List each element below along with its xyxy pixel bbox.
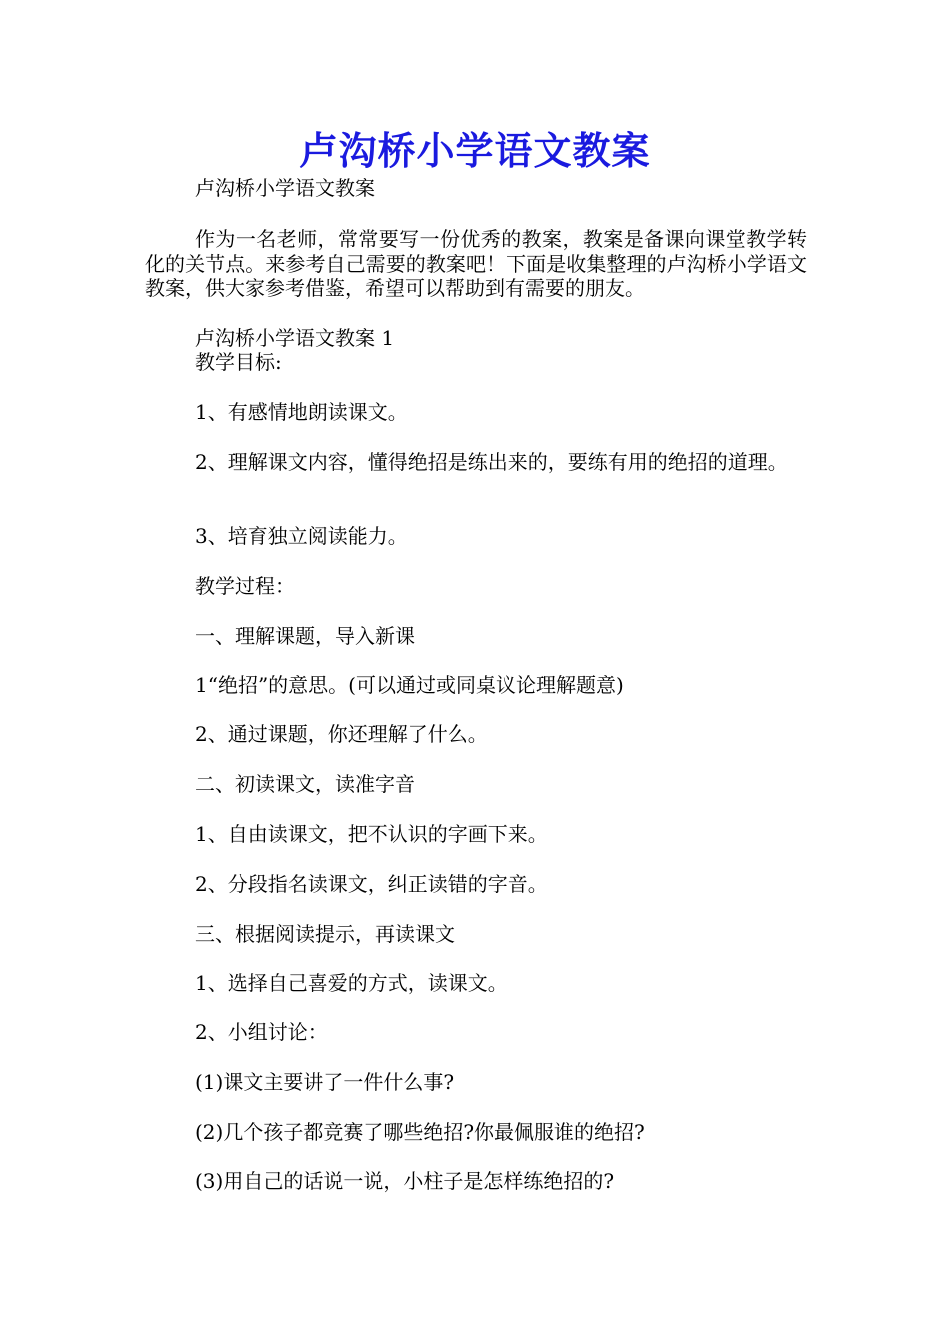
discussion-question: (2)几个孩子都竞赛了哪些绝招?你最佩服谁的绝招?	[195, 1120, 645, 1144]
section-heading: 卢沟桥小学语文教案 1	[195, 326, 395, 350]
document-subtitle: 卢沟桥小学语文教案	[195, 176, 375, 200]
goal-item: 3、培育独立阅读能力。	[195, 524, 408, 548]
step-item: 1“绝招”的意思。(可以通过或同桌议论理解题意)	[195, 673, 624, 697]
step-item: 1、选择自己喜爱的方式，读课文。	[195, 971, 508, 995]
step-heading: 三、根据阅读提示，再读课文	[195, 922, 455, 946]
intro-paragraph: 作为一名老师，常常要写一份优秀的教案，教案是备课向课堂教学转化的关节点。来参考自己需要的教案吧！下面是收集整理的卢沟桥小学语文教案，供大家参考借鉴，希望可以帮助到有需要的朋友。	[145, 227, 807, 300]
document-title: 卢沟桥小学语文教案	[299, 128, 651, 173]
discussion-question: (1)课文主要讲了一件什么事?	[195, 1070, 455, 1094]
step-heading: 一、理解课题，导入新课	[195, 624, 415, 648]
step-heading: 二、初读课文，读准字音	[195, 772, 415, 796]
goals-heading: 教学目标:	[195, 350, 282, 374]
step-item: 2、通过课题，你还理解了什么。	[195, 722, 488, 746]
discussion-question: (3)用自己的话说一说，小柱子是怎样练绝招的?	[195, 1169, 615, 1193]
goal-item: 1、有感情地朗读课文。	[195, 400, 408, 424]
step-item: 2、分段指名读课文，纠正读错的字音。	[195, 872, 548, 896]
step-item: 2、小组讨论：	[195, 1020, 328, 1044]
process-heading: 教学过程：	[195, 574, 295, 598]
step-item: 1、自由读课文，把不认识的字画下来。	[195, 822, 548, 846]
goal-item: 2、理解课文内容，懂得绝招是练出来的，要练有用的绝招的道理。	[195, 450, 788, 474]
